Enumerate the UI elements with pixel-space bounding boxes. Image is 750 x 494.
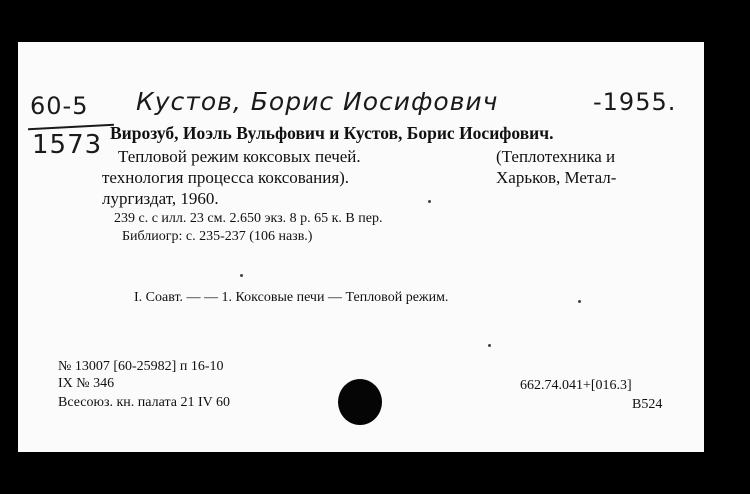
collation-line: 239 с. с илл. 23 см. 2.650 экз. 8 р. 65 к. В пер. bbox=[114, 211, 383, 226]
handwritten-author-name: Кустов, Борис Иосифович bbox=[136, 87, 499, 116]
handwritten-shelf-mark-top: 60-5 bbox=[30, 92, 89, 120]
card-code: B524 bbox=[632, 397, 663, 412]
handwritten-shelf-mark-bottom: 1573 bbox=[32, 130, 103, 160]
catalog-card bbox=[18, 42, 704, 452]
ink-blot bbox=[338, 379, 382, 425]
registration-note-2: IX № 346 bbox=[58, 376, 115, 391]
title-line-1-continued: (Теплотехника и bbox=[496, 147, 616, 166]
title-line-2-continued: Харьков, Метал- bbox=[496, 168, 617, 187]
ink-speck bbox=[488, 344, 491, 347]
title-line-3: лургиздат, 1960. bbox=[102, 189, 219, 208]
title-line-1: Тепловой режим коксовых печей. bbox=[118, 147, 361, 166]
registration-note-3: Всесоюз. кн. палата 21 IV 60 bbox=[58, 395, 230, 410]
title-line-2: технология процесса коксования). bbox=[102, 168, 350, 187]
handwritten-year: -1955. bbox=[593, 88, 677, 116]
bibliography-note: Библиогр: с. 235-237 (106 назв.) bbox=[122, 229, 313, 244]
registration-note-1: № 13007 [60-25982] п 16-10 bbox=[58, 359, 224, 374]
ink-speck bbox=[428, 200, 431, 203]
ink-speck bbox=[578, 300, 581, 303]
tracings-line: I. Соавт. — — 1. Коксовые печи — Тепловой режим. bbox=[134, 290, 449, 305]
record-heading: Вирозуб, Иоэль Вульфович и Кустов, Борис Иосифович. bbox=[110, 123, 554, 143]
classification-index: 662.74.041+[016.3] bbox=[520, 378, 632, 393]
ink-speck bbox=[240, 274, 243, 277]
